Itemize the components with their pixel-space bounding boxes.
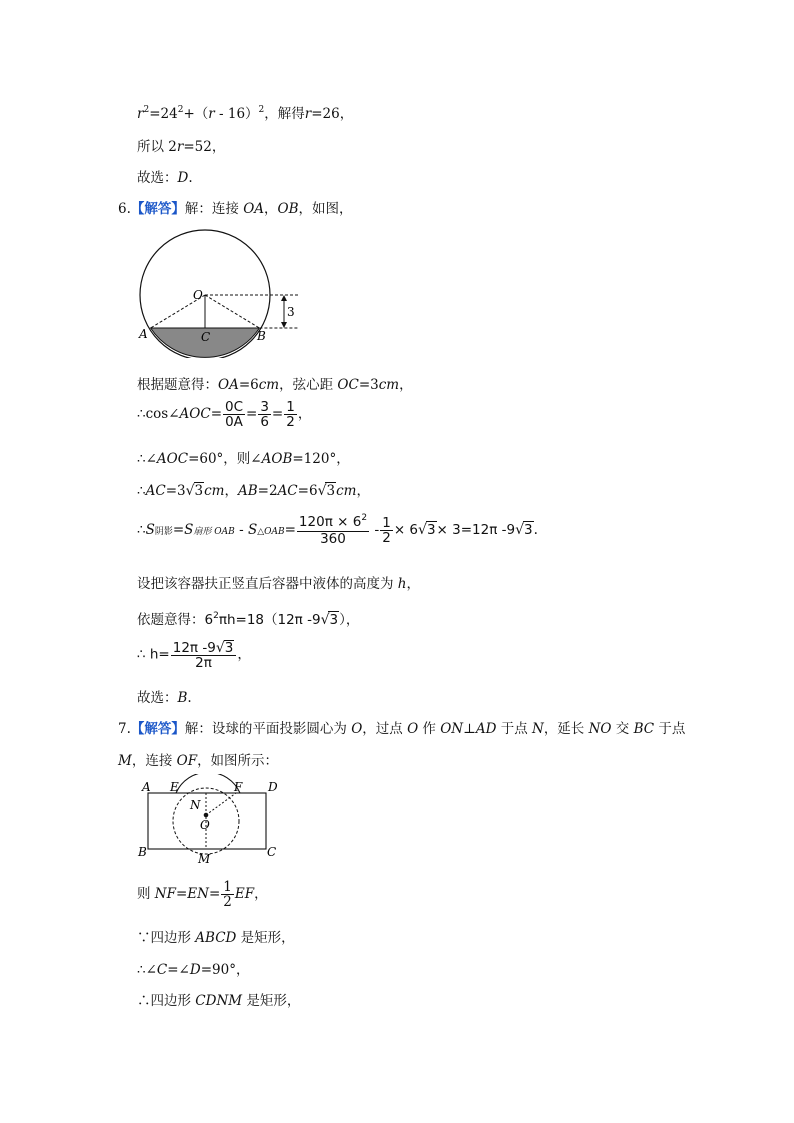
label-a: A	[142, 780, 151, 794]
q6-step-7: 依题意得：$6^2\pi h=18(12\pi$ -9√3），	[137, 611, 360, 628]
fraction-height: $\frac{12\pi -9√3}{2\pi}$	[171, 640, 237, 670]
label-c: C	[267, 845, 277, 859]
fraction-oc-oa: $\frac{0C}{0A}$	[225, 399, 244, 430]
label-f: F	[234, 780, 243, 794]
q7-step-4: ∴四边形 CDNM 是矩形，	[137, 993, 301, 1009]
solution-line-1: $r^2=24^2+(r - 16)^2$，解得r=26，	[137, 105, 354, 122]
center-dot	[204, 813, 209, 818]
label-distance: 3	[287, 305, 295, 319]
label-d: D	[268, 780, 278, 794]
q6-step-9: 故选：B.	[137, 690, 192, 706]
arrowhead-up	[281, 295, 287, 301]
q6-step-6: 设把该容器扶正竖直后容器中液体的高度为 h，	[137, 576, 420, 592]
q7-heading-cont: M，连接 OF，如图所示：	[118, 753, 279, 769]
label-e: E	[170, 780, 179, 794]
q6-step-1: 根据题意得：OA=6cm，弦心距 OC=3cm，	[137, 377, 413, 393]
label-b: B	[138, 845, 147, 859]
q7-heading: 7.【解答】解：设球的平面投影圆心为 O，过点 O 作 ON⊥AD 于点 N，延长 NO 交 BC 于点	[118, 721, 686, 737]
q6-step-8: ∴ h= $\frac{12\pi -9√3}{2\pi}$ ，	[137, 640, 251, 671]
fraction-half: $\frac{1}{2}$	[223, 879, 232, 910]
label-o: O	[193, 288, 203, 302]
q7-step-2: ∵四边形 ABCD 是矩形，	[137, 930, 295, 946]
fraction-3-6: $\frac{3}{6}$	[260, 399, 269, 430]
solution-line-3: 故选：D.	[137, 170, 193, 186]
q7-step-1: 则 NF=EN= $\frac{1}{2}$ EF，	[137, 879, 268, 910]
q6-step-4: ∴AC=3√3cm，AB=2AC=6√3cm，	[137, 483, 370, 499]
q6-step-2: ∴cos∠AOC= $\frac{0C}{0A}$ = $\frac{3}{6}$ = $\frac{1}{2}$ ，	[137, 399, 312, 430]
fraction-1-2: $\frac{1}{2}$	[286, 399, 295, 430]
label-n: N	[190, 798, 201, 812]
q6-heading: 6.【解答】解：连接 OA，OB，如图，	[118, 201, 353, 217]
label-m: M	[198, 852, 211, 866]
segment-ob	[205, 295, 259, 328]
arrowhead-down	[281, 322, 287, 328]
answer-tag: 【解答】	[130, 721, 185, 737]
label-a: A	[139, 327, 148, 341]
q6-circle-figure	[130, 228, 310, 358]
q6-step-5: ∴S阴影=S扇形 OAB - S△OAB= $\frac{120\pi \times 6^2}{360}$ - $\frac{1}{2}$ × 6√3× 3=12π -9√3.	[137, 513, 538, 547]
label-b: B	[257, 329, 266, 343]
fraction-sector-area: $\frac{120\pi \times 6^2}{360}$	[298, 513, 368, 547]
q7-rectangle-figure	[130, 774, 290, 868]
sphere-arc	[176, 774, 240, 793]
label-c: C	[201, 330, 211, 344]
q7-step-3: ∴∠C=∠D=90°，	[137, 962, 250, 978]
answer-tag: 【解答】	[130, 201, 185, 217]
solution-line-2: 所以 2r=52，	[137, 139, 226, 155]
segment-of	[206, 793, 236, 815]
q6-step-3: ∴∠AOC=60°，则∠AOB=120°，	[137, 451, 350, 467]
fraction-half: $\frac{1}{2}$	[382, 515, 391, 546]
label-o: O	[200, 818, 210, 832]
